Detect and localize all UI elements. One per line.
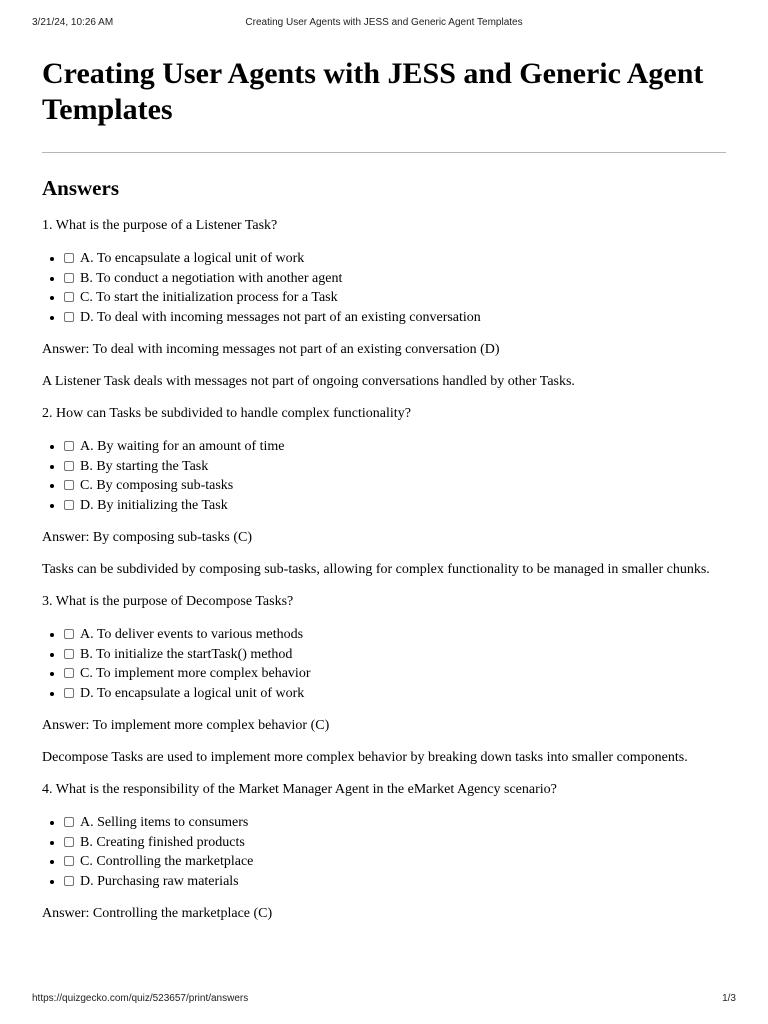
option-item [64, 437, 726, 457]
option-item [64, 813, 726, 833]
option-item [64, 625, 726, 645]
question-prompt: 4. What is the responsibility of the Market Manager Agent in the eMarket Agency scenario? [42, 782, 557, 797]
question-4 [42, 781, 726, 923]
option-label: B. Creating finished products [80, 834, 245, 850]
option-item [64, 872, 726, 892]
question-3 [42, 593, 726, 767]
option-label: C. To implement more complex behavior [80, 666, 311, 681]
option-item [64, 645, 726, 665]
option-label: D. To deal with incoming messages not part of an existing conversation [80, 309, 481, 325]
answer-text: Answer: To deal with incoming messages not part of an existing conversation (D) [42, 342, 500, 357]
option-checkbox[interactable] [64, 649, 74, 659]
option-checkbox[interactable] [64, 253, 74, 263]
option-checkbox[interactable] [64, 480, 74, 490]
option-label: A. To deliver events to various methods [80, 627, 304, 642]
option-label: D. By initializing the Task [80, 497, 228, 513]
explanation-text: Tasks can be subdivided by composing sub-tasks, allowing for complex functionality to be managed in smaller chunks. [42, 562, 710, 577]
option-label: A. Selling items to consumers [80, 815, 249, 830]
print-header [32, 17, 736, 31]
answer-text: Answer: By composing sub-tasks (C) [42, 530, 252, 545]
option-list [42, 625, 726, 703]
question-2 [42, 405, 726, 579]
page-title: Creating User Agents with JESS and Generic Agent Templates [42, 57, 704, 126]
option-label: B. To conduct a negotiation with another agent [80, 270, 343, 286]
option-checkbox[interactable] [64, 837, 74, 847]
option-checkbox[interactable] [64, 273, 74, 283]
print-footer [32, 993, 736, 1007]
option-item [64, 833, 726, 853]
option-label: D. To encapsulate a logical unit of work [80, 685, 305, 701]
option-item [64, 476, 726, 496]
question-prompt: 3. What is the purpose of Decompose Tasks? [42, 594, 294, 609]
option-label: B. To initialize the startTask() method [80, 646, 293, 662]
option-checkbox[interactable] [64, 629, 74, 639]
option-label: D. Purchasing raw materials [80, 873, 239, 889]
option-item [64, 852, 726, 872]
option-item [64, 664, 726, 684]
option-item [64, 684, 726, 704]
option-checkbox[interactable] [64, 461, 74, 471]
option-label: B. By starting the Task [80, 458, 209, 474]
option-item [64, 269, 726, 289]
print-url: https://quizgecko.com/quiz/523657/print/answers [32, 993, 249, 1004]
option-checkbox[interactable] [64, 500, 74, 510]
divider [42, 152, 726, 153]
explanation-text: A Listener Task deals with messages not part of ongoing conversations handled by other Tasks. [42, 374, 575, 389]
question-prompt: 1. What is the purpose of a Listener Task? [42, 218, 278, 233]
option-label: A. To encapsulate a logical unit of work [80, 251, 305, 266]
option-list [42, 813, 726, 891]
answer-text: Answer: Controlling the marketplace (C) [42, 906, 273, 921]
option-list [42, 437, 726, 515]
answer-text: Answer: To implement more complex behavior (C) [42, 718, 330, 733]
explanation-text: Decompose Tasks are used to implement more complex behavior by breaking down tasks into smaller components. [42, 750, 688, 765]
option-label: C. By composing sub-tasks [80, 478, 234, 493]
option-checkbox[interactable] [64, 817, 74, 827]
option-item [64, 308, 726, 328]
page-indicator: 1/3 [722, 993, 736, 1004]
option-label: C. To start the initialization process for a Task [80, 290, 338, 305]
option-checkbox[interactable] [64, 441, 74, 451]
print-datetime: 3/21/24, 10:26 AM [32, 17, 114, 28]
option-item [64, 288, 726, 308]
option-checkbox[interactable] [64, 856, 74, 866]
option-checkbox[interactable] [64, 292, 74, 302]
option-label: A. By waiting for an amount of time [80, 439, 285, 454]
question-1 [42, 217, 726, 391]
option-checkbox[interactable] [64, 312, 74, 322]
option-label: C. Controlling the marketplace [80, 854, 254, 869]
option-item [64, 457, 726, 477]
option-checkbox[interactable] [64, 668, 74, 678]
question-prompt: 2. How can Tasks be subdivided to handle complex functionality? [42, 406, 411, 421]
option-item [64, 249, 726, 269]
option-checkbox[interactable] [64, 688, 74, 698]
page-content [42, 56, 726, 923]
option-item [64, 496, 726, 516]
option-checkbox[interactable] [64, 876, 74, 886]
print-doc-title: Creating User Agents with JESS and Generic Agent Templates [245, 17, 523, 28]
section-heading: Answers [42, 176, 119, 200]
option-list [42, 249, 726, 327]
